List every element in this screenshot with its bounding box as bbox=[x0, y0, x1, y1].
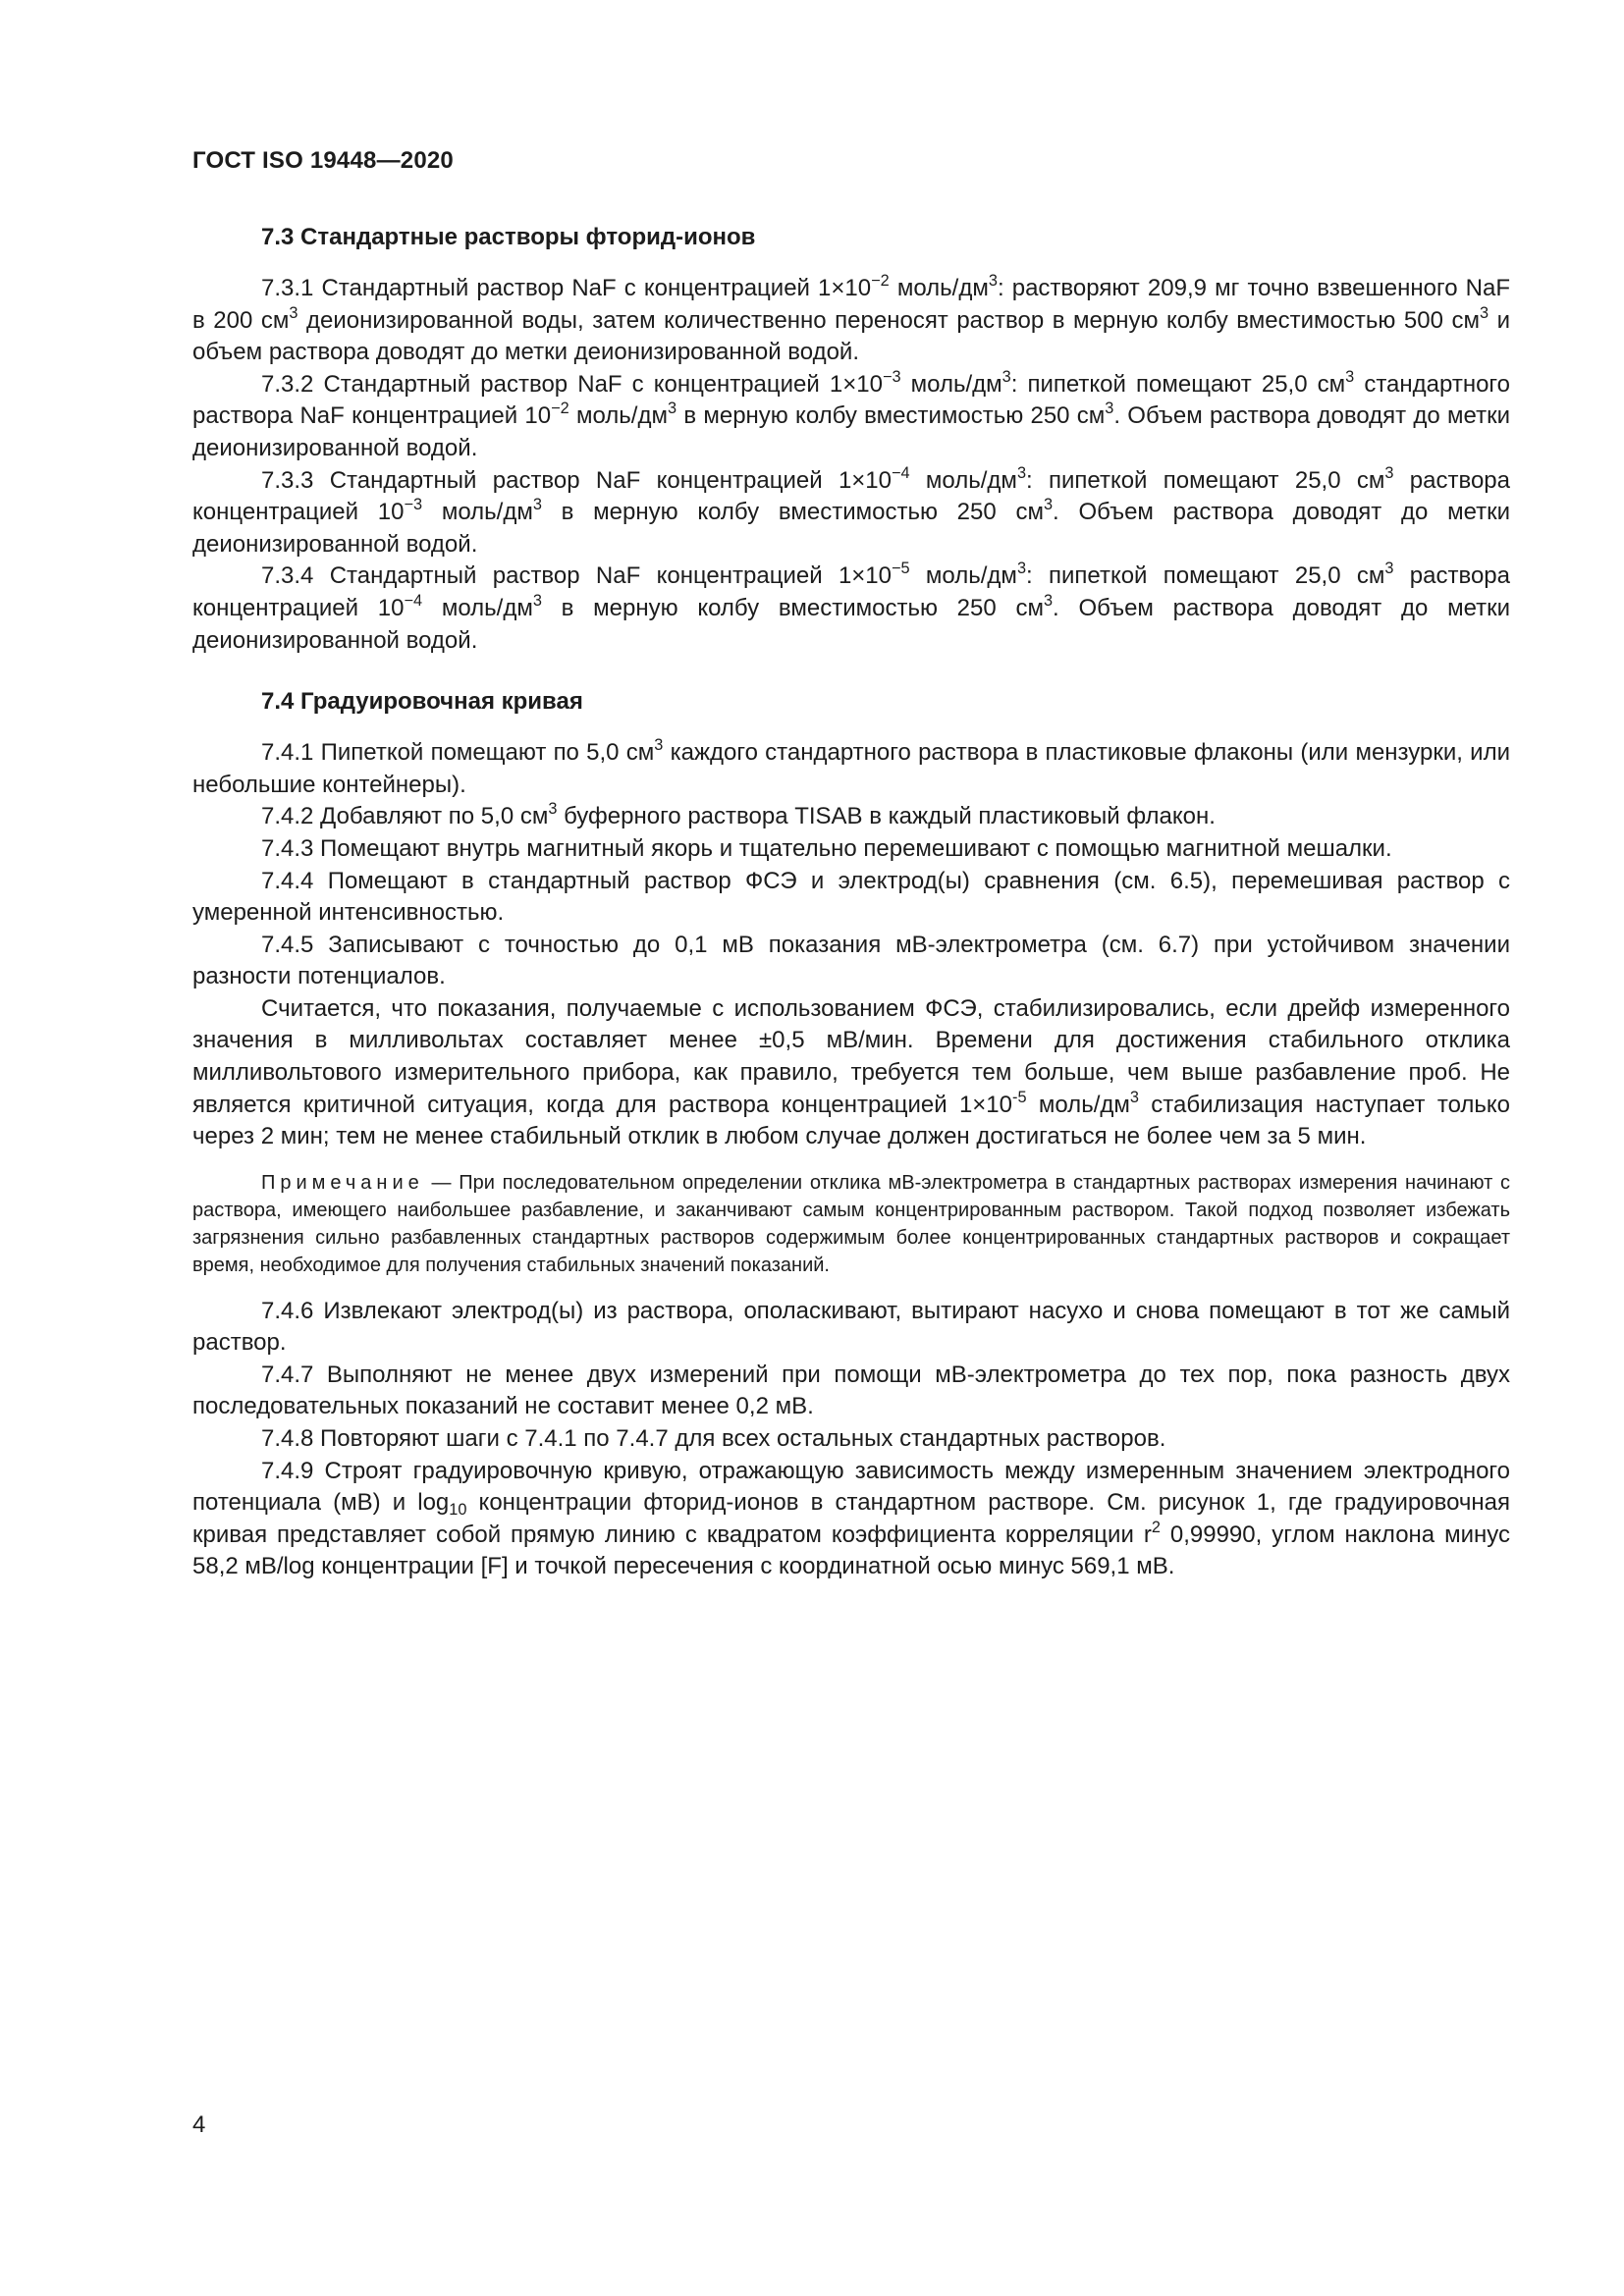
paragraph-stabilization: Считается, что показания, получаемые с использованием ФСЭ, стабилизировались, если дрейф измеренного значения в милливольтах составляет менее ±0,5 мВ/мин. Времени для достижения стабильного отклика милливольтового измерительного прибора, как правило, требуется тем больше, чем выше разбавление проб. Не является критичной ситуация, когда для раствора концентрацией $1\times 10^{-5}$ моль/$дм^3$ стабилизация наступает только через 2 мин; тем не менее стабильный отклик в любом случае должен достигаться не более чем за 5 мин. bbox=[192, 994, 1511, 1150]
page-body bbox=[192, 222, 1510, 1583]
paragraph-7-3-3: 7.3.3 Стандартный раствор NaF концентрацией $1\times 10^{-4}$ моль/$дм^3$: пипеткой помещают 25,0 $см^3$ раствора концентрацией $10^{-3}$ моль/$дм^3$ в мерную колбу вместимостью 250 $см^3$. Объем раствора доводят до метки деионизированной водой. bbox=[192, 463, 1511, 558]
paragraph-7-4-2: 7.4.2 Добавляют по 5,0 $см^3$ буферного раствора TISAB в каждый пластиковый флакон. bbox=[261, 800, 1216, 830]
paragraph-7-4-8: 7.4.8 Повторяют шаги с 7.4.1 по 7.4.7 для всех остальных стандартных растворов. bbox=[261, 1425, 1166, 1453]
note-block: Примечание — При последовательном определении отклика мВ-электрометра в стандартных растворах измерения начинают с раствора, имеющего наибольшее разбавление, и заканчивают самым концентрированным раствором. Такой подход позволяет избежать загрязнения сильно разбавленных стандартных растворов содержимым более концентрированных стандартных растворов и сокращает время, необходимое для получения стабильных значений показаний. bbox=[192, 1171, 1510, 1277]
paragraph-7-4-6: 7.4.6 Извлекают электрод(ы) из раствора, ополаскивают, вытирают насухо и снова помещают в тот же самый раствор. bbox=[192, 1297, 1510, 1357]
paragraph-7-4-5: 7.4.5 Записывают с точностью до 0,1 мВ показания мВ-электрометра (см. 6.7) при устойчивом значении разности потенциалов. bbox=[192, 931, 1510, 990]
section-heading-7-3: 7.3 Стандартные растворы фторид-ионов bbox=[261, 224, 756, 250]
paragraph-7-4-3: 7.4.3 Помещают внутрь магнитный якорь и тщательно перемешивают с помощью магнитной мешалки. bbox=[261, 834, 1392, 862]
paragraph-7-3-2: 7.3.2 Стандартный раствор NaF с концентрацией $1\times 10^{-3}$ моль/$дм^3$: пипеткой помещают 25,0 $см^3$ стандартного раствора NaF концентрацией $10^{-2}$ моль/$дм^3$ в мерную колбу вместимостью 250 $см^3$. Объем раствора доводят до метки деионизированной водой. bbox=[192, 367, 1511, 461]
note-label: Примечание bbox=[261, 1171, 424, 1194]
document-header: ГОСТ ISO 19448—2020 bbox=[192, 147, 454, 174]
paragraph-7-4-4: 7.4.4 Помещают в стандартный раствор ФСЭ и электрод(ы) сравнения (см. 6.5), перемешивая раствор с умеренной интенсивностью. bbox=[192, 867, 1510, 927]
paragraph-7-3-1: 7.3.1 Стандартный раствор NaF с концентрацией $1\times 10^{-2}$ моль/$дм^3$: растворяют 209,9 мг точно взвешенного NaF в 200 $см^3$ деионизированной воды, затем количественно переносят раствор в мерную колбу вместимостью 500 $см^3$ и объем раствора доводят до метки деионизированной водой. bbox=[192, 271, 1511, 366]
paragraph-7-4-9: 7.4.9 Строят градуировочную кривую, отражающую зависимость между измеренным значением электродного потенциала (мВ) и $\log_{10}$ концентрации фторид-ионов в стандартном растворе. См. рисунок 1, где градуировочная кривая представляет собой прямую линию с квадратом коэффициента корреляции $r^2$ 0,99990, углом наклона минус 58,2 мВ/log концентрации [F] и точкой пересечения с координатной осью минус 569,1 мВ. bbox=[192, 1457, 1511, 1580]
section-heading-7-4: 7.4 Градуировочная кривая bbox=[261, 688, 583, 716]
paragraph-7-4-1: 7.4.1 Пипеткой помещают по 5,0 $см^3$ каждого стандартного раствора в пластиковые флаконы (или мензурки, или небольшие контейнеры). bbox=[192, 736, 1510, 798]
page-number: 4 bbox=[192, 2111, 206, 2138]
paragraph-7-3-4: 7.3.4 Стандартный раствор NaF концентрацией $1\times 10^{-5}$ моль/$дм^3$: пипеткой помещают 25,0 $см^3$ раствора концентрацией $10^{-4}$ моль/$дм^3$ в мерную колбу вместимостью 250 $см^3$. Объем раствора доводят до метки деионизированной водой. bbox=[192, 560, 1511, 654]
paragraph-7-4-7: 7.4.7 Выполняют не менее двух измерений при помощи мВ-электрометра до тех пор, пока разность двух последовательных показаний не составит менее 0,2 мВ. bbox=[192, 1361, 1510, 1420]
